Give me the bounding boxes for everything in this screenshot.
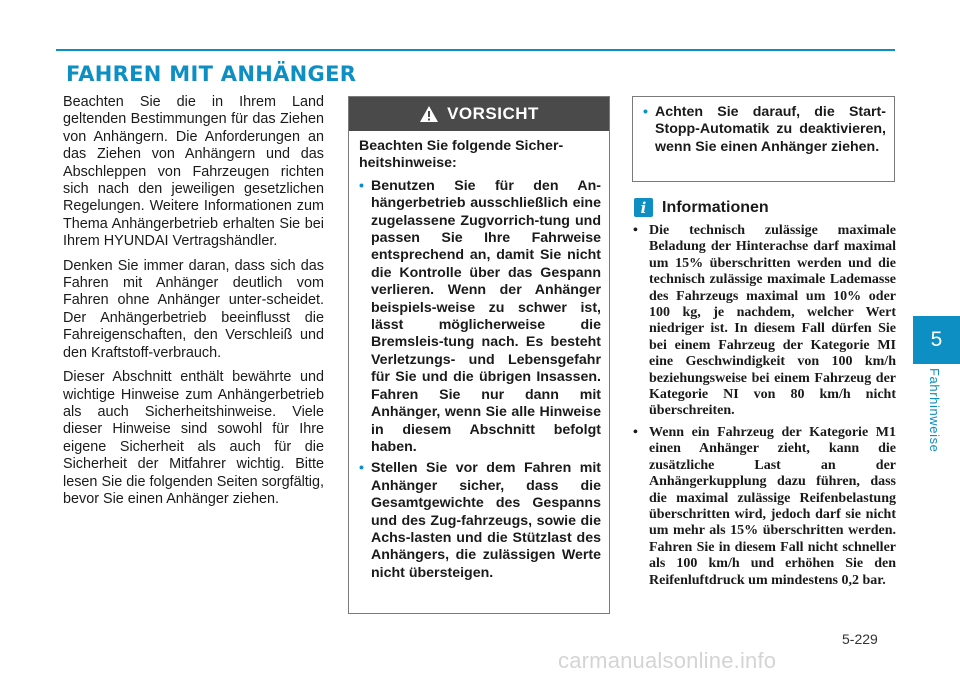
info-title: Informationen bbox=[662, 198, 769, 216]
caution-intro: Beachten Sie folgende Sicher-heitshinweise: bbox=[359, 138, 564, 172]
caution-bullet bbox=[643, 104, 886, 156]
intro-paragraph: Beachten Sie die in Ihrem Land geltenden Bestimmungen für das Ziehen von Anhängern. Die Anforderungen an das Ziehen von Anhängern und das Abschleppen von Fahrzeugen richten sich nach den jeweiligen gesetzlichen Regelungen. Weitere Informationen zum Thema Anhängerbetrieb erhalten Sie bei Ihrem HYUNDAI Vertragshändler. bbox=[63, 94, 324, 250]
caution-header bbox=[349, 97, 609, 131]
info-item bbox=[621, 223, 896, 420]
info-header bbox=[634, 198, 769, 217]
caution-continued-box bbox=[632, 96, 895, 182]
bullet-dot-icon: • bbox=[359, 177, 364, 194]
caution-bullet-text: Benutzen Sie für den An-hängerbetrieb ausschließlich eine zugelassene Zugvorrich-tung und passen Sie Ihre Fahrweise entsprechend an, damit Sie nicht die Kontrolle über das Gespann verlieren. Wenn der Anhänger beispiels-weise zu schwer ist, lässt möglicherweise die Bremsleis-tung nach. Es besteht Verletzungs- und Lebensgefahr für Sie und die übrigen Insassen. Fahren Sie nur dann mit Anhänger, wenn Sie alle Hinweise in diesem Abschnitt befolgt haben. bbox=[371, 177, 601, 455]
caution-bullet bbox=[359, 178, 601, 457]
caution-box bbox=[348, 96, 610, 614]
caution-bullet-text: Stellen Sie vor dem Fahren mit Anhänger sicher, dass die Gesamtgewichte des Gespanns und des Zug-fahrzeugs, sowie die Achs-lasten und die Stützlast des Anhängers, die zulässigen Werte nicht übersteigen. bbox=[371, 460, 601, 581]
chapter-label: Fahrhinweise bbox=[927, 368, 942, 453]
intro-column bbox=[63, 94, 324, 515]
info-item-text: Die technisch zulässige maximale Beladung der Hinterachse darf maximal um 15% überschritten werden und die technisch zulässige maximale Lademasse des Fahrzeugs maximal um 10% oder 100 kg, je nachdem, welcher Wert niedriger ist. In diesem Fall dürfen Sie bei einem Fahrzeug der Kategorie MI eine Geschwindigkeit von 100 km/h beziehungsweise bei einem Fahrzeug der Kategorie NI von 80 km/h nicht überschreiten. bbox=[649, 223, 896, 419]
intro-paragraph: Dieser Abschnitt enthält bewährte und wichtige Hinweise zum Anhängerbetrieb als auch Sicherheitshinweise. Viele dieser Hinweise sind sowohl für Ihre eigene Sicherheit als auch für die Sicherheit der Mitfahrer wichtig. Bitte lesen Sie die folgenden Seiten sorgfältig, bevor Sie einen Anhänger ziehen. bbox=[63, 369, 324, 507]
page-number: 5-229 bbox=[842, 631, 878, 647]
caution-body bbox=[349, 131, 609, 582]
section-title: FAHREN MIT ANHÄNGER bbox=[66, 62, 357, 86]
info-item-text: Wenn ein Fahrzeug der Kategorie M1 einen Anhänger zieht, kann die zusätzliche Last an der Anhängerkupplung dazu führen, dass die maximal zulässige Reifenbelastung überschritten wird, jedoch darf sie nicht um mehr als 15% überschritten werden. Fahren Sie in diesem Fall nicht schneller als 100 km/h und erhöhen Sie den Reifenluftdruck um mindestens 0,2 bar. bbox=[649, 424, 896, 588]
bullet-dot-icon: • bbox=[643, 104, 648, 120]
info-list bbox=[621, 223, 896, 594]
caution-bullet bbox=[359, 460, 601, 582]
bullet-dot-icon: • bbox=[633, 223, 638, 238]
info-icon: i bbox=[634, 198, 653, 217]
caution-bullet-text: Achten Sie darauf, die Start-Stopp-Automatik zu deaktivieren, wenn Sie einen Anhänger ziehen. bbox=[655, 104, 886, 155]
caution-title: VORSICHT bbox=[447, 104, 539, 123]
bullet-dot-icon: • bbox=[359, 460, 364, 477]
chapter-tab: 5 bbox=[913, 316, 960, 364]
warning-triangle-icon bbox=[419, 105, 439, 123]
top-rule bbox=[56, 49, 895, 51]
info-item bbox=[621, 425, 896, 589]
bullet-dot-icon: • bbox=[633, 424, 638, 440]
watermark: carmanualsonline.info bbox=[558, 648, 777, 673]
intro-paragraph: Denken Sie immer daran, dass sich das Fahren mit Anhänger deutlich vom Fahren ohne Anhänger unter-scheidet. Der Anhängerbetrieb beeinflusst die Fahreigenschaften, den Verschleiß und den Kraftstoff-verbrauch. bbox=[63, 257, 324, 361]
